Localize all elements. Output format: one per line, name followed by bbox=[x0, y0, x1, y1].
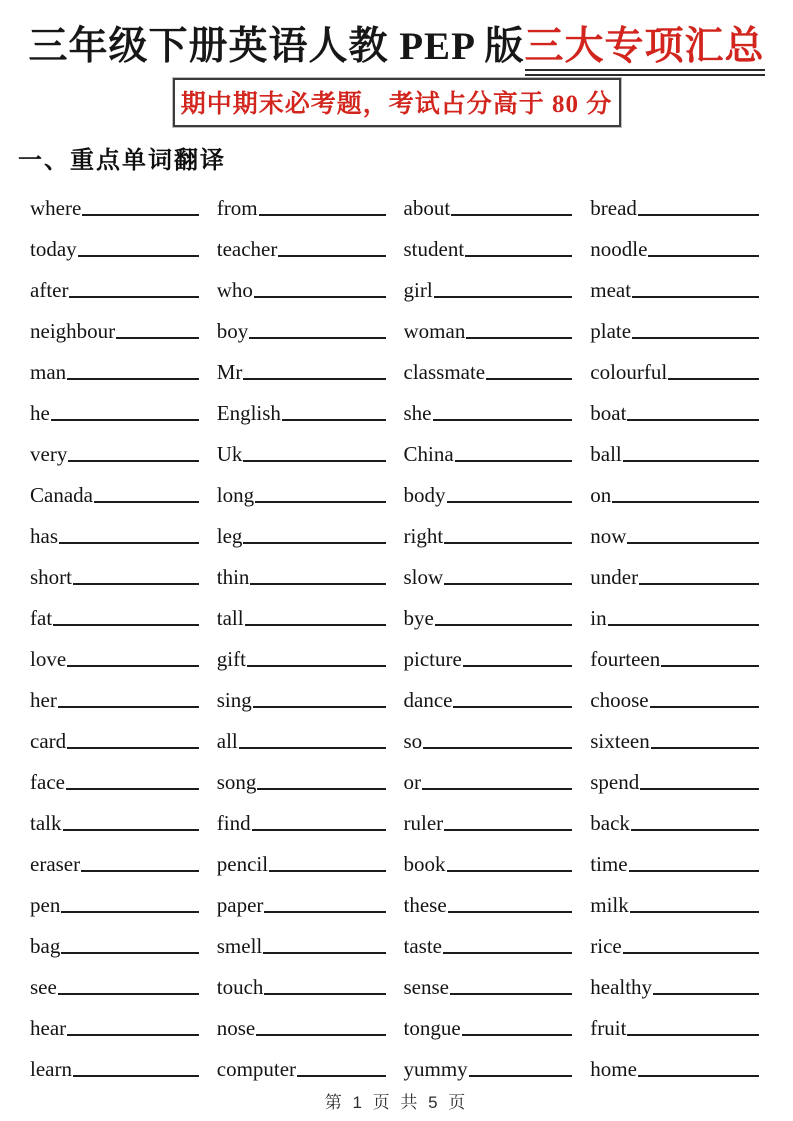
word-label: boat bbox=[590, 400, 627, 425]
answer-blank bbox=[243, 378, 385, 380]
answer-blank bbox=[78, 255, 199, 257]
answer-blank bbox=[282, 419, 386, 421]
answer-blank bbox=[58, 993, 199, 995]
word-label: student bbox=[403, 236, 465, 261]
answer-blank bbox=[632, 296, 759, 298]
word-translation-grid bbox=[0, 179, 793, 1081]
word-cell bbox=[404, 712, 573, 753]
answer-blank bbox=[67, 747, 199, 749]
word-cell bbox=[217, 671, 386, 712]
word-cell bbox=[30, 343, 199, 384]
answer-blank bbox=[450, 993, 572, 995]
word-label: love bbox=[30, 646, 67, 671]
answer-blank bbox=[627, 1034, 759, 1036]
word-cell bbox=[217, 384, 386, 425]
answer-blank bbox=[81, 870, 199, 872]
answer-blank bbox=[297, 1075, 385, 1077]
word-cell bbox=[30, 958, 199, 999]
answer-blank bbox=[455, 460, 573, 462]
answer-blank bbox=[623, 460, 759, 462]
answer-blank bbox=[264, 911, 385, 913]
word-cell bbox=[590, 1040, 759, 1081]
answer-blank bbox=[247, 665, 386, 667]
word-label: Mr bbox=[216, 359, 243, 384]
word-cell bbox=[30, 466, 199, 507]
answer-blank bbox=[66, 788, 199, 790]
answer-blank bbox=[443, 952, 572, 954]
answer-blank bbox=[632, 337, 759, 339]
word-label: English bbox=[216, 400, 281, 425]
word-cell bbox=[404, 1040, 573, 1081]
word-label: body bbox=[403, 482, 446, 507]
word-cell bbox=[217, 466, 386, 507]
word-cell bbox=[590, 466, 759, 507]
word-label: girl bbox=[403, 277, 433, 302]
word-cell bbox=[217, 958, 386, 999]
word-cell bbox=[404, 343, 573, 384]
answer-blank bbox=[73, 583, 199, 585]
word-cell bbox=[404, 179, 573, 220]
word-label: back bbox=[590, 810, 630, 835]
word-cell bbox=[404, 466, 573, 507]
answer-blank bbox=[243, 542, 385, 544]
word-label: he bbox=[30, 400, 50, 425]
answer-blank bbox=[639, 583, 759, 585]
word-label: learn bbox=[30, 1056, 72, 1081]
answer-blank bbox=[640, 788, 759, 790]
answer-blank bbox=[63, 829, 199, 831]
answer-blank bbox=[61, 911, 198, 913]
word-cell bbox=[404, 548, 573, 589]
answer-blank bbox=[638, 1075, 759, 1077]
word-label: face bbox=[30, 769, 65, 794]
answer-blank bbox=[486, 378, 572, 380]
answer-blank bbox=[462, 1034, 573, 1036]
answer-blank bbox=[269, 870, 385, 872]
answer-blank bbox=[239, 747, 386, 749]
word-cell bbox=[404, 671, 573, 712]
word-label: Canada bbox=[30, 482, 93, 507]
answer-blank bbox=[627, 542, 759, 544]
answer-blank bbox=[257, 788, 385, 790]
answer-blank bbox=[629, 870, 759, 872]
word-label: nose bbox=[216, 1015, 256, 1040]
word-cell bbox=[30, 753, 199, 794]
word-cell bbox=[404, 958, 573, 999]
word-label: leg bbox=[216, 523, 243, 548]
word-label: hear bbox=[30, 1015, 67, 1040]
answer-blank bbox=[465, 255, 572, 257]
word-label: sing bbox=[216, 687, 252, 712]
word-cell bbox=[590, 548, 759, 589]
answer-blank bbox=[61, 952, 198, 954]
answer-blank bbox=[423, 747, 572, 749]
word-label: woman bbox=[403, 318, 466, 343]
answer-blank bbox=[69, 296, 198, 298]
word-cell bbox=[404, 507, 573, 548]
word-label: ruler bbox=[403, 810, 444, 835]
word-cell bbox=[590, 343, 759, 384]
answer-blank bbox=[661, 665, 759, 667]
word-cell bbox=[590, 753, 759, 794]
word-label: fourteen bbox=[590, 646, 661, 671]
word-label: spend bbox=[590, 769, 640, 794]
word-cell bbox=[30, 261, 199, 302]
answer-blank bbox=[631, 829, 759, 831]
word-label: noodle bbox=[590, 236, 648, 261]
word-cell bbox=[217, 179, 386, 220]
word-label: all bbox=[216, 728, 238, 753]
word-label: song bbox=[216, 769, 257, 794]
answer-blank bbox=[608, 624, 759, 626]
word-label: about bbox=[403, 195, 451, 220]
answer-blank bbox=[116, 337, 199, 339]
answer-blank bbox=[668, 378, 759, 380]
answer-blank bbox=[466, 337, 572, 339]
answer-blank bbox=[650, 706, 759, 708]
page-number-footer: 第 1 页 共 5 页 bbox=[324, 1093, 469, 1112]
answer-blank bbox=[250, 583, 385, 585]
word-cell bbox=[590, 302, 759, 343]
word-cell bbox=[404, 302, 573, 343]
answer-blank bbox=[638, 214, 759, 216]
word-cell bbox=[404, 917, 573, 958]
word-cell bbox=[30, 835, 199, 876]
word-cell bbox=[404, 794, 573, 835]
word-label: has bbox=[30, 523, 58, 548]
word-cell bbox=[217, 753, 386, 794]
word-label: fruit bbox=[590, 1015, 627, 1040]
word-label: rice bbox=[590, 933, 622, 958]
word-label: colourful bbox=[590, 359, 668, 384]
word-cell bbox=[30, 220, 199, 261]
answer-blank bbox=[433, 419, 573, 421]
page-title bbox=[0, 24, 793, 71]
word-label: plate bbox=[590, 318, 632, 343]
answer-blank bbox=[448, 911, 573, 913]
word-cell bbox=[30, 794, 199, 835]
word-cell bbox=[30, 384, 199, 425]
word-cell bbox=[404, 753, 573, 794]
word-label: card bbox=[30, 728, 67, 753]
word-label: book bbox=[403, 851, 446, 876]
word-cell bbox=[590, 179, 759, 220]
word-label: slow bbox=[403, 564, 444, 589]
word-cell bbox=[590, 384, 759, 425]
word-cell bbox=[404, 220, 573, 261]
word-cell bbox=[217, 999, 386, 1040]
answer-blank bbox=[278, 255, 385, 257]
word-cell bbox=[590, 835, 759, 876]
word-cell bbox=[217, 589, 386, 630]
word-label: after bbox=[30, 277, 69, 302]
answer-blank bbox=[447, 501, 573, 503]
word-label: ball bbox=[590, 441, 622, 466]
word-cell bbox=[30, 917, 199, 958]
word-label: fat bbox=[30, 605, 53, 630]
exam-notice-banner bbox=[173, 78, 621, 127]
word-cell bbox=[590, 261, 759, 302]
word-label: dance bbox=[403, 687, 453, 712]
word-label: today bbox=[30, 236, 77, 261]
answer-blank bbox=[447, 870, 573, 872]
word-label: her bbox=[30, 687, 57, 712]
word-cell bbox=[217, 425, 386, 466]
word-cell bbox=[217, 548, 386, 589]
word-label: neighbour bbox=[30, 318, 116, 343]
word-cell bbox=[217, 343, 386, 384]
answer-blank bbox=[444, 542, 572, 544]
word-cell bbox=[30, 630, 199, 671]
answer-blank bbox=[434, 296, 573, 298]
answer-blank bbox=[58, 706, 199, 708]
word-cell bbox=[590, 589, 759, 630]
word-label: gift bbox=[216, 646, 246, 671]
answer-blank bbox=[444, 829, 572, 831]
word-label: home bbox=[590, 1056, 637, 1081]
word-cell bbox=[404, 876, 573, 917]
answer-blank bbox=[256, 1034, 385, 1036]
answer-blank bbox=[252, 829, 386, 831]
word-label: computer bbox=[216, 1056, 297, 1081]
word-label: on bbox=[590, 482, 612, 507]
word-cell bbox=[404, 384, 573, 425]
word-label: where bbox=[30, 195, 82, 220]
answer-blank bbox=[53, 624, 199, 626]
word-label: healthy bbox=[590, 974, 653, 999]
word-label: time bbox=[590, 851, 628, 876]
word-label: man bbox=[30, 359, 67, 384]
word-label: taste bbox=[403, 933, 442, 958]
word-label: from bbox=[216, 195, 258, 220]
word-label: smell bbox=[216, 933, 263, 958]
word-label: milk bbox=[590, 892, 629, 917]
word-cell bbox=[217, 835, 386, 876]
word-cell bbox=[217, 794, 386, 835]
answer-blank bbox=[623, 952, 759, 954]
answer-blank bbox=[259, 214, 386, 216]
word-label: or bbox=[403, 769, 421, 794]
word-label: who bbox=[216, 277, 253, 302]
answer-blank bbox=[453, 706, 572, 708]
answer-blank bbox=[73, 1075, 199, 1077]
word-cell bbox=[30, 507, 199, 548]
word-label: bread bbox=[590, 195, 637, 220]
word-cell bbox=[590, 630, 759, 671]
word-cell bbox=[217, 1040, 386, 1081]
word-label: now bbox=[590, 523, 627, 548]
answer-blank bbox=[422, 788, 572, 790]
answer-blank bbox=[630, 911, 759, 913]
word-cell bbox=[30, 999, 199, 1040]
answer-blank bbox=[463, 665, 572, 667]
word-label: eraser bbox=[30, 851, 81, 876]
answer-blank bbox=[67, 665, 199, 667]
answer-blank bbox=[249, 337, 385, 339]
word-cell bbox=[30, 589, 199, 630]
answer-blank bbox=[59, 542, 199, 544]
word-label: so bbox=[403, 728, 423, 753]
answer-blank bbox=[255, 501, 385, 503]
word-label: she bbox=[403, 400, 432, 425]
word-label: meat bbox=[590, 277, 632, 302]
answer-blank bbox=[444, 583, 572, 585]
word-label: short bbox=[30, 564, 72, 589]
word-label: pencil bbox=[216, 851, 269, 876]
word-cell bbox=[217, 507, 386, 548]
answer-blank bbox=[253, 706, 386, 708]
word-cell bbox=[217, 261, 386, 302]
word-cell bbox=[590, 425, 759, 466]
word-cell bbox=[590, 917, 759, 958]
word-label: sense bbox=[403, 974, 449, 999]
answer-blank bbox=[82, 214, 198, 216]
answer-blank bbox=[67, 1034, 199, 1036]
word-label: Uk bbox=[216, 441, 243, 466]
answer-blank bbox=[612, 501, 759, 503]
answer-blank bbox=[435, 624, 572, 626]
word-cell bbox=[30, 302, 199, 343]
word-label: tongue bbox=[403, 1015, 461, 1040]
word-cell bbox=[217, 302, 386, 343]
answer-blank bbox=[245, 624, 386, 626]
word-label: right bbox=[403, 523, 444, 548]
answer-blank bbox=[263, 952, 385, 954]
word-cell bbox=[590, 712, 759, 753]
word-cell bbox=[590, 794, 759, 835]
word-label: bye bbox=[403, 605, 434, 630]
word-label: paper bbox=[216, 892, 264, 917]
word-cell bbox=[217, 220, 386, 261]
word-cell bbox=[217, 712, 386, 753]
word-label: see bbox=[30, 974, 57, 999]
answer-blank bbox=[51, 419, 199, 421]
word-cell bbox=[404, 589, 573, 630]
answer-blank bbox=[94, 501, 199, 503]
word-cell bbox=[217, 876, 386, 917]
word-cell bbox=[404, 835, 573, 876]
section-heading-word-translation: 一、重点单词翻译 bbox=[18, 147, 226, 174]
word-cell bbox=[590, 220, 759, 261]
word-cell bbox=[30, 1040, 199, 1081]
word-cell bbox=[404, 261, 573, 302]
word-cell bbox=[590, 958, 759, 999]
word-label: boy bbox=[216, 318, 249, 343]
answer-blank bbox=[68, 460, 198, 462]
word-label: classmate bbox=[403, 359, 486, 384]
word-label: bag bbox=[30, 933, 61, 958]
word-label: long bbox=[216, 482, 255, 507]
word-cell bbox=[590, 671, 759, 712]
word-label: picture bbox=[403, 646, 462, 671]
word-label: in bbox=[590, 605, 607, 630]
word-label: tall bbox=[216, 605, 244, 630]
word-cell bbox=[30, 712, 199, 753]
word-cell bbox=[30, 179, 199, 220]
word-label: under bbox=[590, 564, 639, 589]
word-label: these bbox=[403, 892, 447, 917]
answer-blank bbox=[648, 255, 759, 257]
answer-blank bbox=[243, 460, 385, 462]
word-label: touch bbox=[216, 974, 264, 999]
word-label: China bbox=[403, 441, 454, 466]
word-cell bbox=[404, 999, 573, 1040]
answer-blank bbox=[627, 419, 759, 421]
word-label: pen bbox=[30, 892, 61, 917]
word-cell bbox=[30, 671, 199, 712]
word-cell bbox=[404, 630, 573, 671]
answer-blank bbox=[653, 993, 759, 995]
word-cell bbox=[590, 999, 759, 1040]
answer-blank bbox=[451, 214, 572, 216]
word-cell bbox=[590, 507, 759, 548]
word-cell bbox=[30, 876, 199, 917]
word-label: find bbox=[216, 810, 251, 835]
answer-blank bbox=[67, 378, 199, 380]
word-cell bbox=[217, 917, 386, 958]
answer-blank bbox=[469, 1075, 573, 1077]
word-cell bbox=[404, 425, 573, 466]
answer-blank bbox=[264, 993, 385, 995]
word-label: very bbox=[30, 441, 68, 466]
word-label: yummy bbox=[403, 1056, 468, 1081]
word-label: teacher bbox=[216, 236, 278, 261]
word-label: choose bbox=[590, 687, 649, 712]
exam-notice-text: 期中期末必考题，考试占分高于 80 分 bbox=[180, 90, 613, 118]
page-title-black-part: 三年级下册英语人教 PEP 版 bbox=[28, 25, 525, 68]
word-label: talk bbox=[30, 810, 62, 835]
answer-blank bbox=[651, 747, 759, 749]
word-cell bbox=[590, 876, 759, 917]
word-cell bbox=[30, 548, 199, 589]
word-label: thin bbox=[216, 564, 250, 589]
page-title-red-part: 三大专项汇总 bbox=[525, 25, 765, 76]
word-cell bbox=[217, 630, 386, 671]
answer-blank bbox=[254, 296, 386, 298]
word-cell bbox=[30, 425, 199, 466]
word-label: sixteen bbox=[590, 728, 650, 753]
